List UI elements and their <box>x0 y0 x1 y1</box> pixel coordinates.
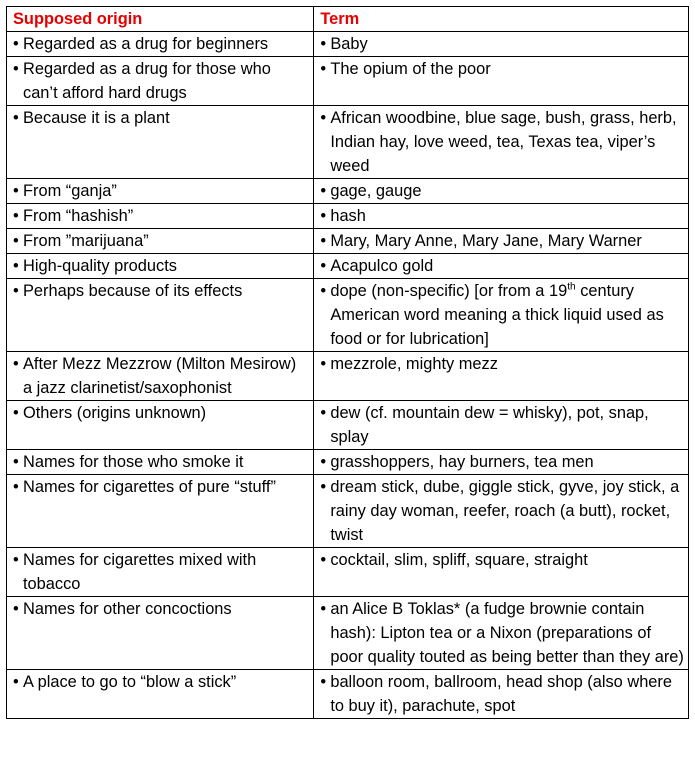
bullet-icon: • <box>320 551 327 569</box>
origin-cell <box>7 57 314 106</box>
term-text: Mary, Mary Anne, Mary Jane, Mary Warner <box>330 232 642 250</box>
bullet-icon: • <box>13 282 19 300</box>
bullet-icon: • <box>320 109 327 127</box>
term-text: dew (cf. mountain dew = whisky), pot, snap, splay <box>330 404 649 446</box>
term-text: Baby <box>330 35 368 53</box>
term-cell <box>314 279 689 352</box>
term-cell <box>314 475 689 548</box>
bullet-icon: • <box>13 182 19 200</box>
term-cell <box>314 670 689 719</box>
origin-cell <box>7 475 314 548</box>
table-row <box>7 179 689 204</box>
origin-cell <box>7 179 314 204</box>
bullet-icon: • <box>320 673 327 691</box>
bullet-icon: • <box>13 600 19 618</box>
origin-cell <box>7 106 314 179</box>
origin-text: From “hashish” <box>23 207 134 225</box>
term-cell <box>314 179 689 204</box>
origin-cell <box>7 254 314 279</box>
bullet-icon: • <box>13 551 19 569</box>
origin-cell <box>7 204 314 229</box>
origin-text: Because it is a plant <box>23 109 170 127</box>
term-text: hash <box>330 207 366 225</box>
table-row <box>7 401 689 450</box>
origin-text: Names for cigarettes mixed with tobacco <box>23 551 257 593</box>
term-text: The opium of the poor <box>330 60 491 78</box>
table-row <box>7 229 689 254</box>
origin-cell <box>7 229 314 254</box>
bullet-icon: • <box>320 404 327 422</box>
term-cell <box>314 548 689 597</box>
term-cell <box>314 32 689 57</box>
origin-text: Others (origins unknown) <box>23 404 207 422</box>
bullet-icon: • <box>13 109 19 127</box>
bullet-icon: • <box>13 257 19 275</box>
table-row <box>7 57 689 106</box>
term-text: African woodbine, blue sage, bush, grass, herb, Indian hay, love weed, tea, Texas tea, viper’s weed <box>330 109 677 175</box>
table-row <box>7 106 689 179</box>
bullet-icon: • <box>13 673 19 691</box>
bullet-icon: • <box>13 355 19 373</box>
term-text: gage, gauge <box>330 182 422 200</box>
term-cell <box>314 106 689 179</box>
header-term: Term <box>314 7 689 32</box>
origin-text: High-quality products <box>23 257 177 275</box>
bullet-icon: • <box>320 257 327 275</box>
term-cell <box>314 229 689 254</box>
term-text: mezzrole, mighty mezz <box>330 355 498 373</box>
term-text: dream stick, dube, giggle stick, gyve, joy stick, a rainy day woman, reefer, roach (a butt), rocket, twist <box>330 478 680 544</box>
origin-text: Regarded as a drug for those who can’t afford hard drugs <box>23 60 271 102</box>
term-text: cocktail, slim, spliff, square, straight <box>330 551 588 569</box>
bullet-icon: • <box>13 232 19 250</box>
term-text: balloon room, ballroom, head shop (also where to buy it), parachute, spot <box>330 673 672 715</box>
bullet-icon: • <box>320 355 327 373</box>
origin-cell <box>7 401 314 450</box>
term-cell <box>314 352 689 401</box>
origin-cell <box>7 279 314 352</box>
bullet-icon: • <box>13 478 19 496</box>
bullet-icon: • <box>320 182 327 200</box>
origin-text: From “ganja” <box>23 182 117 200</box>
table-row <box>7 475 689 548</box>
ordinal-suffix: th <box>567 281 576 293</box>
table-row <box>7 204 689 229</box>
header-origin: Supposed origin <box>7 7 314 32</box>
table-row <box>7 279 689 352</box>
origin-text: From ”marijuana” <box>23 232 149 250</box>
origin-cell <box>7 597 314 670</box>
term-text-part: dope (non-specific) [or from a 19 <box>330 282 568 300</box>
slang-terms-table <box>6 6 689 719</box>
bullet-icon: • <box>320 453 327 471</box>
term-text: an Alice B Toklas* (a fudge brownie contain hash): Lipton tea or a Nixon (preparations of poor quality touted as being better than they are) <box>330 600 684 666</box>
document <box>6 6 689 719</box>
bullet-icon: • <box>320 60 327 78</box>
bullet-icon: • <box>320 35 327 53</box>
term-cell <box>314 401 689 450</box>
table-row <box>7 352 689 401</box>
origin-cell <box>7 352 314 401</box>
bullet-icon: • <box>13 60 19 78</box>
origin-cell <box>7 548 314 597</box>
origin-text: Names for those who smoke it <box>23 453 244 471</box>
bullet-icon: • <box>320 282 327 300</box>
origin-cell <box>7 32 314 57</box>
bullet-icon: • <box>320 207 327 225</box>
term-cell <box>314 254 689 279</box>
bullet-icon: • <box>13 404 19 422</box>
origin-text: Perhaps because of its effects <box>23 282 243 300</box>
term-cell <box>314 597 689 670</box>
term-cell <box>314 450 689 475</box>
bullet-icon: • <box>320 232 327 250</box>
table-row <box>7 32 689 57</box>
bullet-icon: • <box>320 600 327 618</box>
origin-text: Regarded as a drug for beginners <box>23 35 269 53</box>
term-cell <box>314 204 689 229</box>
term-text: Acapulco gold <box>330 257 434 275</box>
origin-text: A place to go to “blow a stick” <box>23 673 237 691</box>
origin-cell <box>7 670 314 719</box>
bullet-icon: • <box>13 453 19 471</box>
origin-text: Names for cigarettes of pure “stuff” <box>23 478 276 496</box>
term-text: grasshoppers, hay burners, tea men <box>330 453 594 471</box>
origin-cell <box>7 450 314 475</box>
table-row <box>7 548 689 597</box>
origin-text: After Mezz Mezzrow (Milton Mesirow) a jazz clarinetist/saxophonist <box>23 355 297 397</box>
header-row <box>7 7 689 32</box>
term-text-part: century American word meaning a thick liquid used as food or for lubrication] <box>330 282 664 348</box>
table-row <box>7 450 689 475</box>
origin-text: Names for other concoctions <box>23 600 232 618</box>
bullet-icon: • <box>320 478 327 496</box>
table-row <box>7 597 689 670</box>
term-cell <box>314 57 689 106</box>
bullet-icon: • <box>13 35 19 53</box>
bullet-icon: • <box>13 207 19 225</box>
table-row <box>7 254 689 279</box>
table-row <box>7 670 689 719</box>
term-text <box>330 279 684 351</box>
